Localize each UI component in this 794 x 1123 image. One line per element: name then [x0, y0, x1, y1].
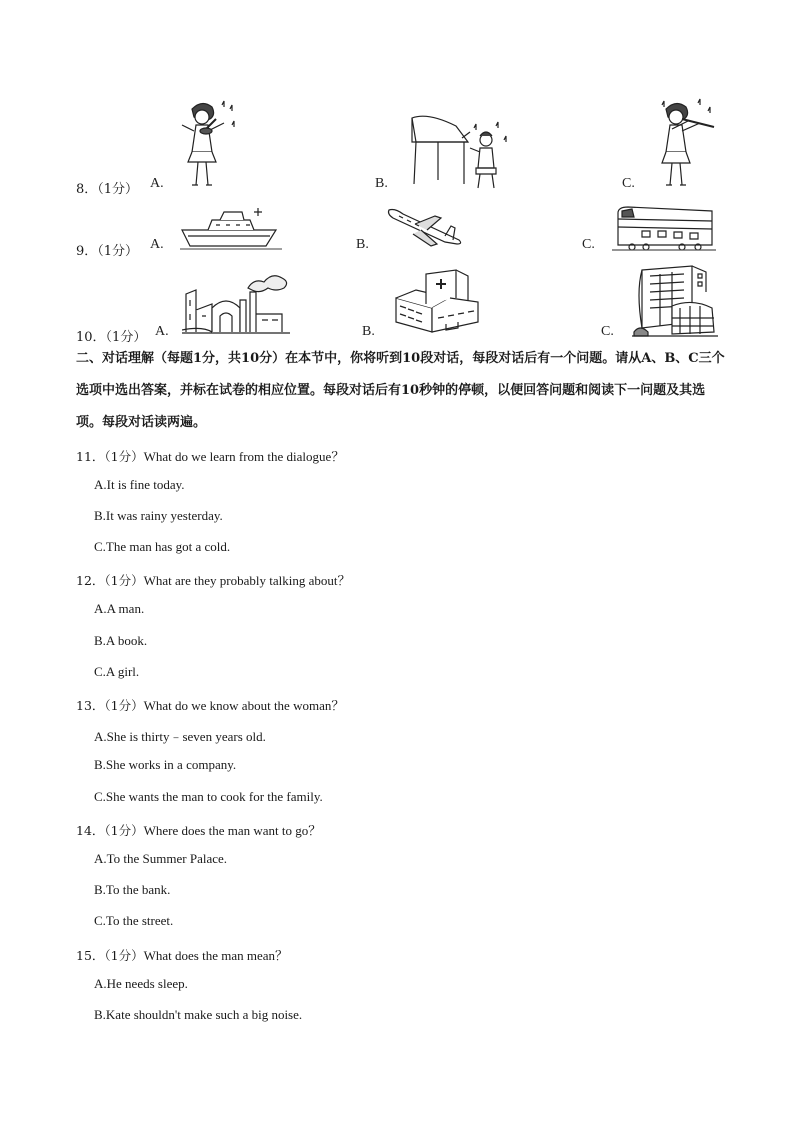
option-letter-c[interactable]: C. — [622, 176, 635, 191]
ship-icon[interactable] — [180, 206, 282, 252]
question-text: What do we learn from the dialogue？ — [143, 449, 345, 464]
option-c[interactable]: C.She wants the man to cook for the family. — [94, 789, 323, 804]
option-a[interactable]: A.She is thirty﹣seven years old. — [94, 729, 266, 744]
option-letter-b[interactable]: B. — [362, 324, 375, 339]
question-number: 9． — [76, 244, 98, 259]
question-12 — [76, 570, 350, 589]
factory-icon[interactable] — [182, 270, 292, 336]
option-letter-a[interactable]: A. — [150, 237, 164, 252]
question-number: 11． — [76, 449, 105, 464]
option-letter-c[interactable]: C. — [582, 237, 595, 252]
question-score: （1分） — [104, 573, 144, 588]
option-letter-c[interactable]: C. — [601, 324, 614, 339]
girl-flute-icon[interactable] — [648, 97, 720, 192]
question-number: 15． — [76, 948, 105, 963]
question-score: （1分） — [104, 823, 144, 838]
question-13 — [76, 695, 344, 714]
option-letter-b[interactable]: B. — [356, 237, 369, 252]
question-score: （1分） — [104, 449, 144, 464]
question-text: Where does the man want to go？ — [143, 823, 322, 838]
option-b[interactable]: B.It was rainy yesterday. — [94, 508, 223, 523]
question-number: 10． — [76, 330, 106, 345]
train-icon[interactable] — [612, 203, 716, 253]
question-8-header — [76, 178, 138, 197]
question-score: （1分） — [104, 948, 144, 963]
option-c[interactable]: C.The man has got a cold. — [94, 539, 231, 554]
modern-building-icon[interactable] — [632, 262, 718, 338]
question-score: （1分） — [104, 698, 144, 713]
question-score: （1分） — [105, 330, 147, 345]
question-text: What do we know about the woman？ — [143, 698, 345, 713]
question-14 — [76, 820, 321, 839]
option-letter-b[interactable]: B. — [375, 176, 388, 191]
option-b[interactable]: B.To the bank. — [94, 882, 171, 897]
option-letter-a[interactable]: A. — [150, 176, 164, 191]
question-number: 12． — [76, 573, 105, 588]
question-text: What does the man mean？ — [143, 948, 289, 963]
question-11 — [76, 446, 344, 465]
question-number: 8． — [76, 182, 98, 197]
option-a[interactable]: A.A man. — [94, 601, 145, 616]
option-b[interactable]: B.Kate shouldn't make such a big noise. — [94, 1007, 303, 1022]
hospital-icon[interactable] — [392, 268, 484, 336]
question-number: 14． — [76, 823, 105, 838]
option-a[interactable]: A.It is fine today. — [94, 477, 185, 492]
question-score: （1分） — [97, 182, 139, 197]
question-number: 13． — [76, 698, 105, 713]
girl-violin-icon[interactable] — [172, 97, 242, 192]
section-2-instructions: 二、对话理解（每题1分，共10分）在本节中，你将听到10段对话，每段对话后有一个问题。请从A、B、C三个选项中选出答案，并标在试卷的相应位置。每段对话后有10秒钟的停顿，以便回答问题和阅读下一问题及其选项。每段对话读两遍。 — [76, 351, 725, 430]
option-c[interactable]: C.A girl. — [94, 664, 140, 679]
airplane-icon[interactable] — [385, 206, 465, 250]
girl-piano-icon[interactable] — [408, 112, 513, 192]
option-b[interactable]: B.She works in a company. — [94, 757, 237, 772]
question-15 — [76, 945, 288, 964]
option-a[interactable]: A.He needs sleep. — [94, 976, 188, 991]
option-a[interactable]: A.To the Summer Palace. — [94, 851, 228, 866]
option-letter-a[interactable]: A. — [155, 324, 169, 339]
question-9-header — [76, 240, 138, 259]
question-score: （1分） — [97, 244, 139, 259]
option-b[interactable]: B.A book. — [94, 633, 148, 648]
option-c[interactable]: C.To the street. — [94, 913, 174, 928]
question-text: What are they probably talking about？ — [143, 573, 351, 588]
